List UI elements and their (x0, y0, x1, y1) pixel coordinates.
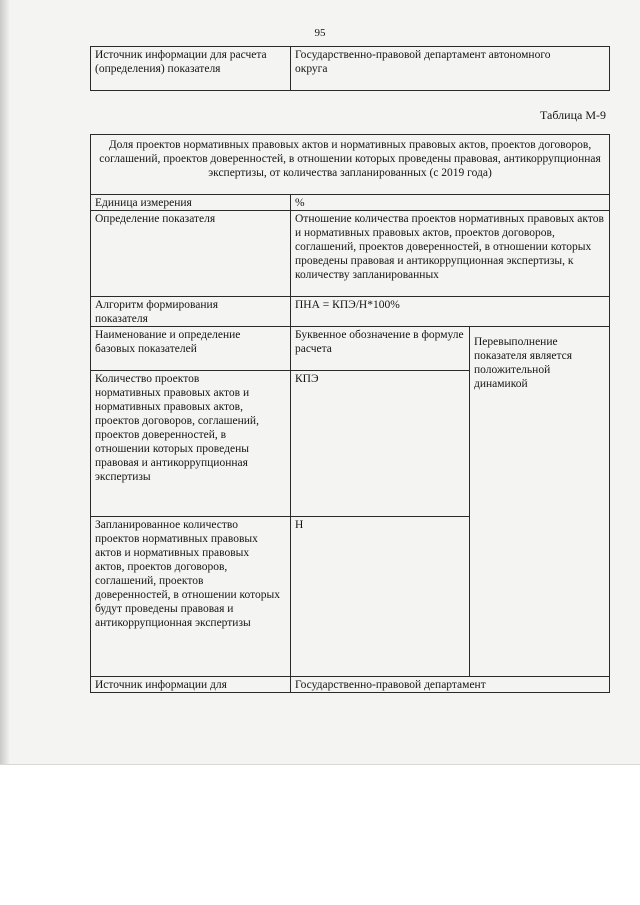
table-row (91, 211, 610, 297)
table-row (91, 297, 610, 327)
source-label-cell: Источник информации для расчета (определения) показателя (91, 47, 291, 91)
source-table-continued (90, 46, 610, 91)
table-caption: Таблица М-9 (540, 108, 606, 122)
base-indicator-name: Запланированное количество проектов нормативных правовых актов и нормативных правовых актов, проектов договоров, соглашений, проектов доверенностей, в отношении которых будут проведены правовая и антикоррупционная экспертизы (91, 517, 291, 677)
algorithm-label: Алгоритм формирования показателя (91, 297, 291, 327)
algorithm-formula: ПНА = КПЭ/Н*100% (291, 297, 610, 327)
source-label-cell: Источник информации для (91, 677, 291, 693)
page-edge-shadow (0, 0, 10, 764)
definition-value: Отношение количества проектов нормативных правовых актов и нормативных правовых актов, проектов договоров, соглашений, проектов доверенностей, в отношении которых проведены правовая и антикоррупционная экспертизы, к количеству запланированных (291, 211, 610, 297)
indicator-table-m9 (90, 134, 610, 693)
base-indicator-code: КПЭ (291, 371, 470, 517)
table-row (91, 677, 610, 693)
table-row (91, 195, 610, 211)
indicator-title: Доля проектов нормативных правовых актов и нормативных правовых актов, проектов договоров, соглашений, проектов доверенностей, в отношении которых проведены правовая, антикоррупционная экспертизы, от количества запланированных (с 2019 года) (91, 135, 610, 195)
table-row (91, 135, 610, 195)
base-indicator-name: Количество проектов нормативных правовых актов и нормативных правовых актов, проектов договоров, соглашений, проектов доверенностей, в отношении которых проведены правовая и антикоррупционная экспертизы (91, 371, 291, 517)
page-number: 95 (314, 27, 326, 39)
source-value-cell: Государственно-правовой департамент (291, 677, 610, 693)
table-row (91, 327, 610, 371)
source-value-cell: Государственно-правовой департамент автономного округа (291, 47, 610, 91)
unit-value: % (291, 195, 610, 211)
note-cell: Перевыполнение показателя является положительной динамикой (470, 327, 610, 677)
unit-label: Единица измерения (91, 195, 291, 211)
letter-code-header: Буквенное обозначение в формуле расчета (291, 327, 470, 371)
table-row (91, 47, 610, 91)
base-indicators-header: Наименование и определение базовых показателей (91, 327, 291, 371)
definition-label: Определение показателя (91, 211, 291, 297)
base-indicator-code: Н (291, 517, 470, 677)
